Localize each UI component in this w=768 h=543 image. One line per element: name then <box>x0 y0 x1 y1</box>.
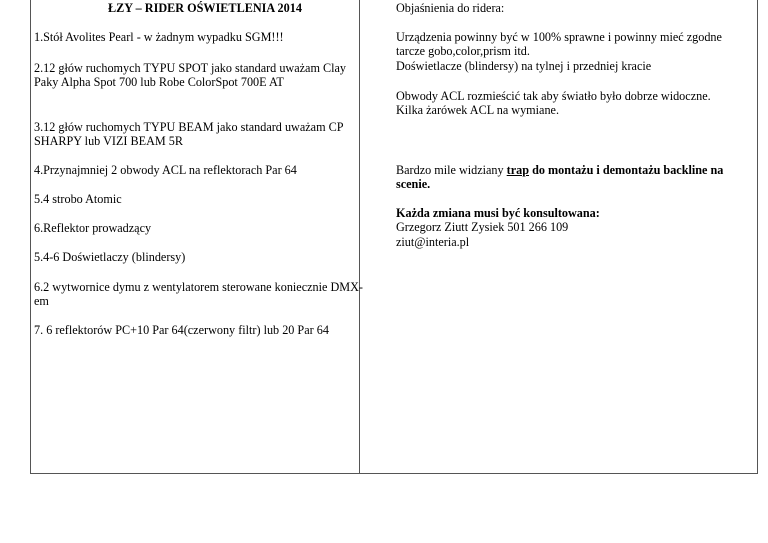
notes-p1-line-2: tarcze gobo,color,prism itd. <box>396 44 530 58</box>
notes-p2-line-2: Kilka żarówek ACL na wymiane. <box>396 103 560 117</box>
rider-item-7: 5.4-6 Doświetlaczy (blindersy) <box>34 250 186 264</box>
notes-p3-trap: trap <box>506 163 530 177</box>
notes-p1-line-1: Urządzenia powinny być w 100% sprawne i powinny mieć zgodne <box>396 30 722 44</box>
rider-item-3-line-1: 3.12 głów ruchomych TYPU BEAM jako standard uważam CP <box>34 120 344 134</box>
rider-title: ŁZY – RIDER OŚWIETLENIA 2014 <box>108 1 302 15</box>
rider-item-8-line-2: em <box>34 294 49 308</box>
notes-p3-text-c: do montażu i demontażu backline na <box>529 163 724 177</box>
notes-p2-line-1: Obwody ACL rozmieścić tak aby światło było dobrze widoczne. <box>396 89 711 103</box>
notes-p4-line-2: Grzegorz Ziutt Zysiek 501 266 109 <box>396 220 569 234</box>
column-divider <box>359 0 360 473</box>
rider-item-4: 4.Przynajmniej 2 obwody ACL na reflektorach Par 64 <box>34 163 297 177</box>
rider-item-5: 5.4 strobo Atomic <box>34 192 122 206</box>
notes-p4-email: ziut@interia.pl <box>396 235 470 249</box>
notes-p3-text-a: Bardzo mile widziany <box>396 163 507 177</box>
notes-p3-line-1 <box>396 163 723 177</box>
rider-item-6: 6.Reflektor prowadzący <box>34 221 152 235</box>
rider-item-9: 7. 6 reflektorów PC+10 Par 64(czerwony filtr) lub 20 Par 64 <box>34 323 329 337</box>
notes-p4-line-1: Każda zmiana musi być konsultowana: <box>396 206 600 220</box>
rider-item-2-line-1: 2.12 głów ruchomych TYPU SPOT jako standard uważam Clay <box>34 61 346 75</box>
notes-p1-line-3: Doświetlacze (blindersy) na tylnej i przedniej kracie <box>396 59 652 73</box>
rider-item-3-line-2: SHARPY lub VIZI BEAM 5R <box>34 134 183 148</box>
rider-item-2-line-2: Paky Alpha Spot 700 lub Robe ColorSpot 700E AT <box>34 75 284 89</box>
rider-item-8-line-1: 6.2 wytwornice dymu z wentylatorem sterowane koniecznie DMX- <box>34 280 363 294</box>
rider-item-1: 1.Stół Avolites Pearl - w żadnym wypadku SGM!!! <box>34 30 284 44</box>
notes-title: Objaśnienia do ridera: <box>396 1 505 15</box>
notes-p3-line-2: scenie. <box>396 177 431 191</box>
